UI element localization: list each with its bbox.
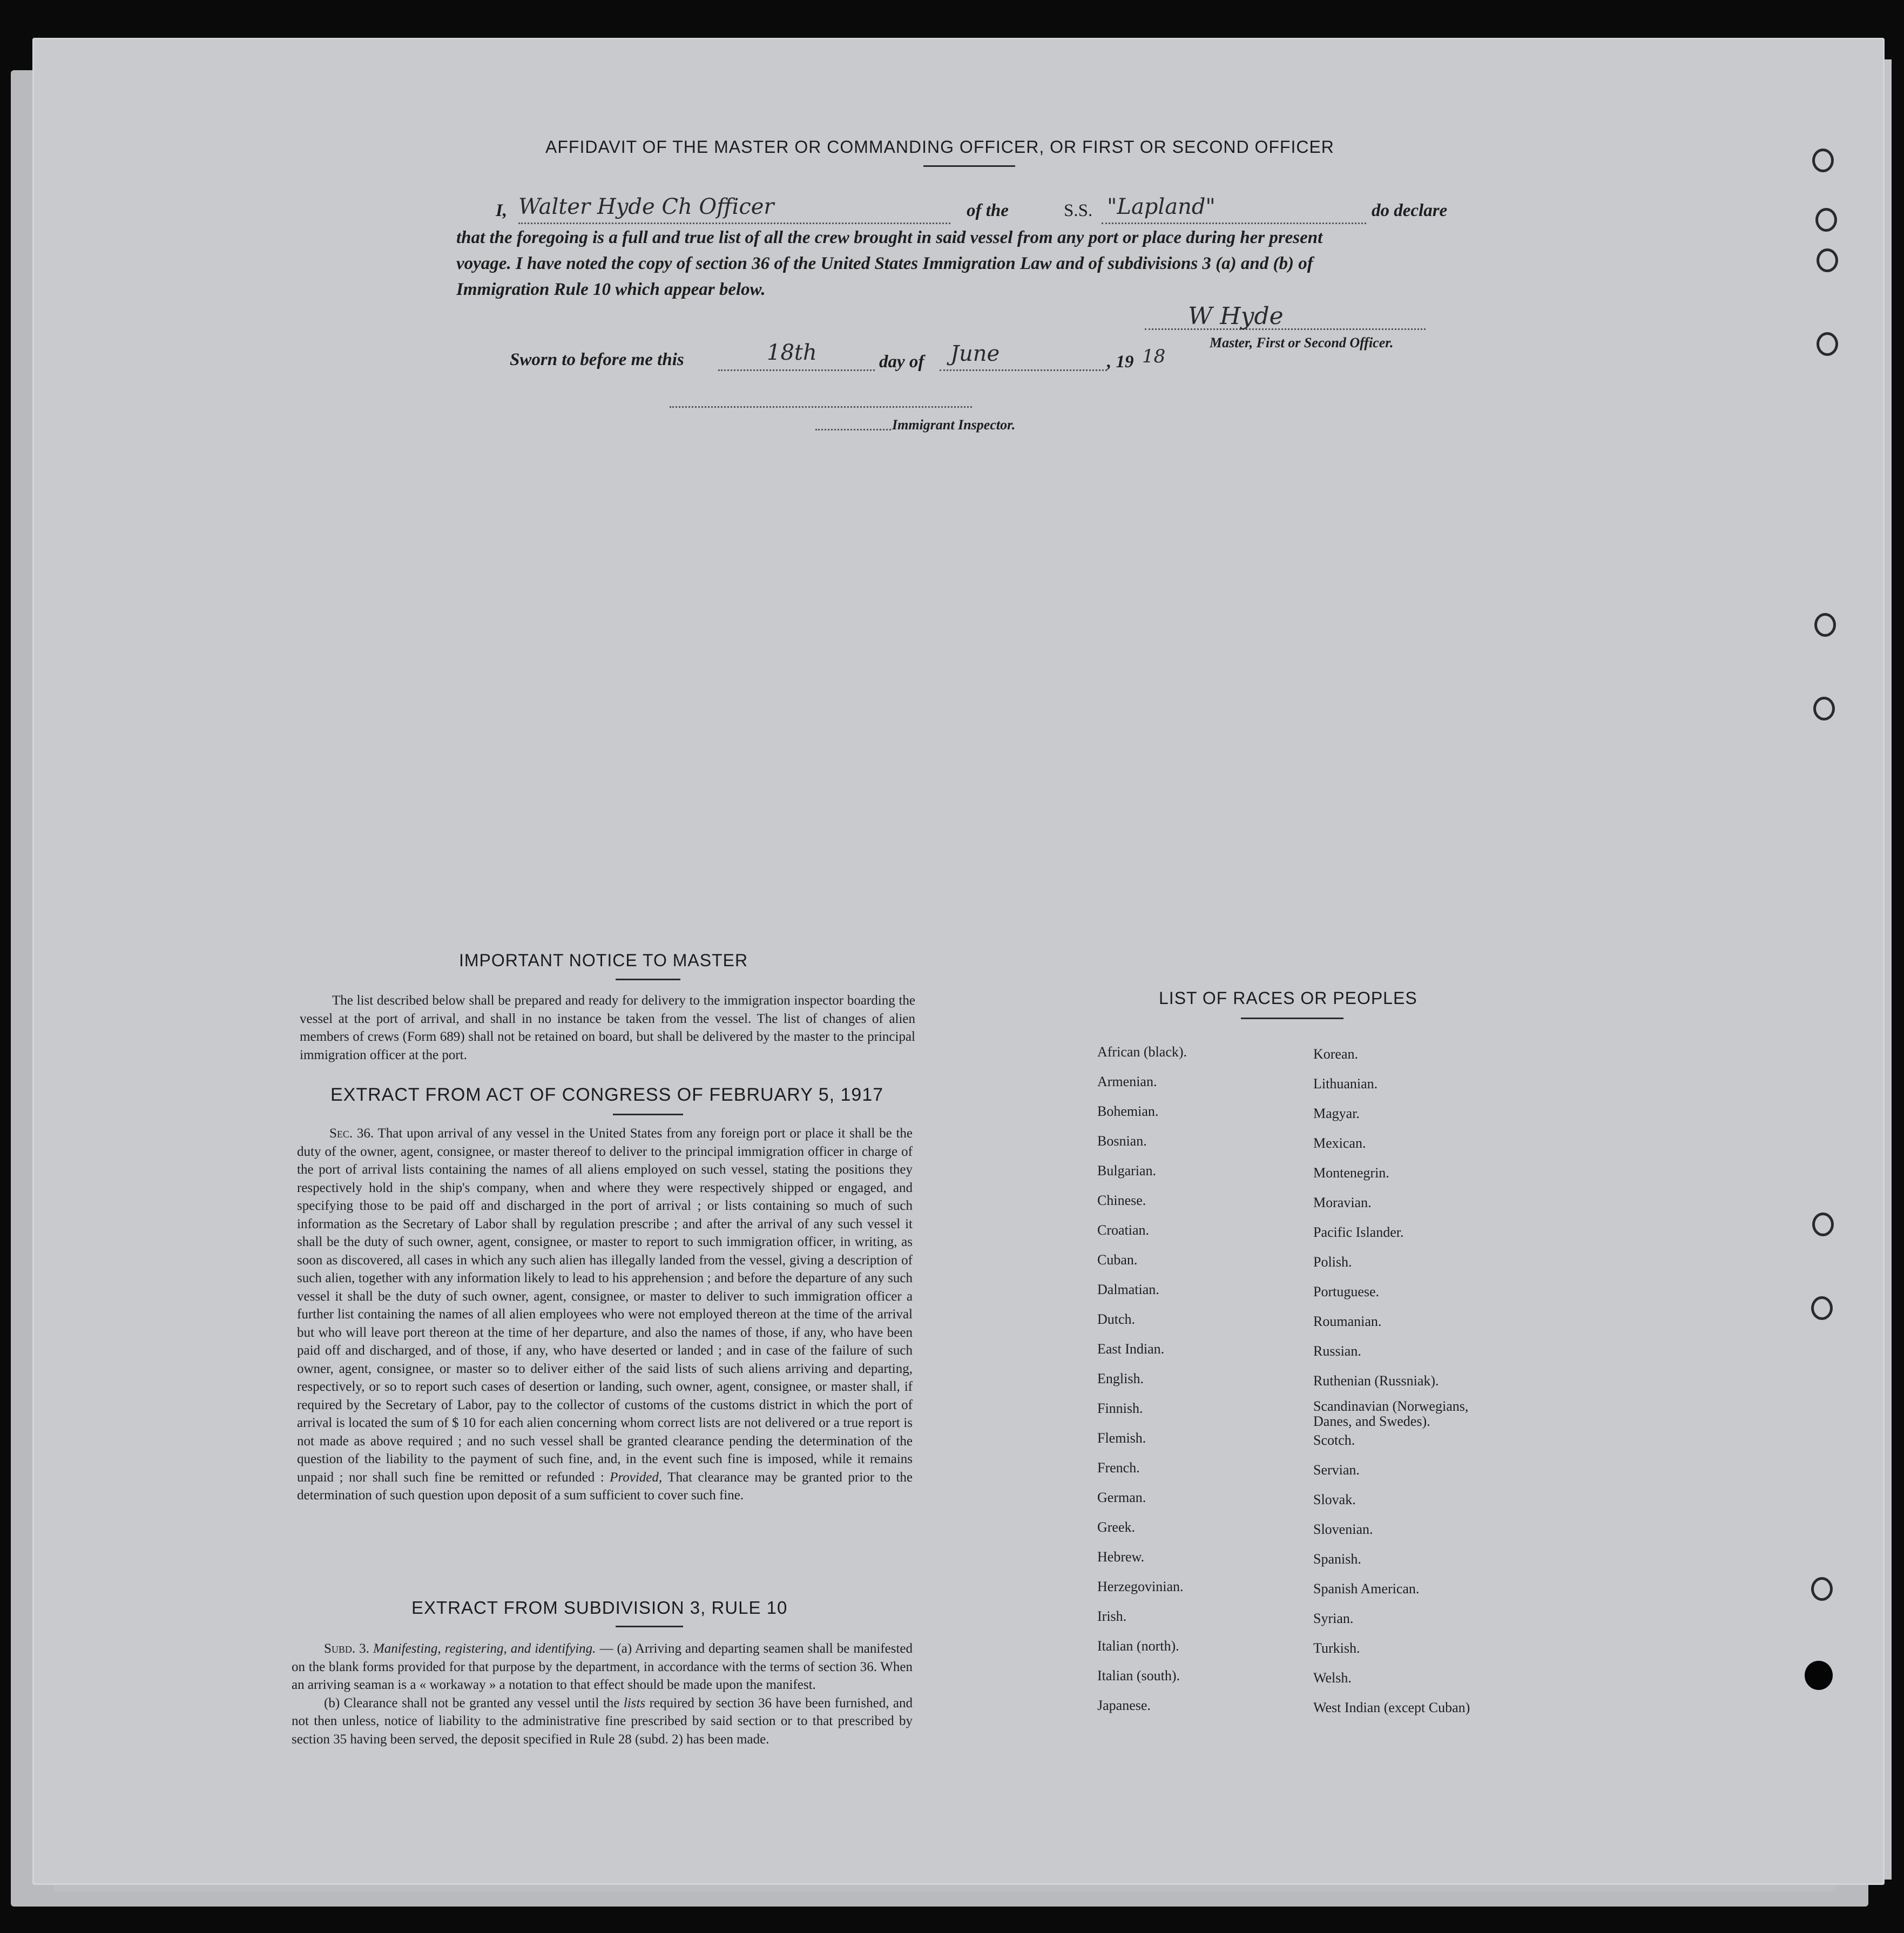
document-sheet <box>32 38 1885 1885</box>
affidavit-of-the: of the <box>967 201 1009 220</box>
year-handwritten: 18 <box>1142 346 1166 367</box>
race-item: Scandinavian (Norwegians, Danes, and Swedes). <box>1313 1398 1469 1429</box>
notice-heading: IMPORTANT NOTICE TO MASTER <box>459 951 748 970</box>
do-declare: do declare <box>1372 201 1448 220</box>
race-item: Croatian. <box>1097 1222 1150 1238</box>
binder-hole-icon <box>1811 1577 1833 1601</box>
vessel-name-handwritten: "Lapland" <box>1107 194 1216 219</box>
race-item: Montenegrin. <box>1313 1165 1389 1181</box>
race-item: Finnish. <box>1097 1400 1143 1416</box>
races-heading: LIST OF RACES OR PEOPLES <box>1159 988 1417 1008</box>
affidavit-i: I, <box>496 201 508 220</box>
inspector-label: Immigrant Inspector. <box>892 417 1016 433</box>
binder-hole-icon <box>1812 1213 1834 1236</box>
race-item: Russian. <box>1313 1343 1361 1359</box>
notice-text: The list described below shall be prepared and ready for delivery to the immigration inspector boarding the vessel at the port of arrival, and shall in no instance be taken from the vessel. The list of changes of alien members of crews (Form 689) shall not be retained on board, but shall be delivered by the master to the principal immigration officer at the port. <box>300 993 915 1062</box>
race-item: Pacific Islander. <box>1313 1224 1404 1240</box>
sworn-text: Sworn to before me this <box>510 350 684 369</box>
act-underline <box>613 1114 683 1115</box>
subd-title: Manifesting, registering, and identifying. <box>373 1641 596 1656</box>
rule-text-a: — (a) Arriving and departing seamen shall be manifested on the blank forms provided for that purpose by the department, in accordance with the terms of section 36. When an arriving seaman is a « workaway » a notation to that effect should be made upon the manifest. <box>292 1641 913 1692</box>
race-item: Mexican. <box>1313 1135 1366 1151</box>
race-item: Japanese. <box>1097 1698 1151 1713</box>
binder-hole-icon <box>1817 332 1838 356</box>
month-line <box>940 369 1107 371</box>
heading-underline <box>923 165 1015 167</box>
race-item: Bosnian. <box>1097 1133 1147 1149</box>
day-line <box>718 369 875 371</box>
race-item: Slovak. <box>1313 1492 1356 1507</box>
signer-label: Master, First or Second Officer. <box>1210 335 1394 351</box>
race-item: Irish. <box>1097 1608 1127 1624</box>
ss-prefix: S.S. <box>1064 201 1093 220</box>
signature-handwritten: W Hyde <box>1188 302 1284 330</box>
race-item: German. <box>1097 1490 1146 1505</box>
year-prefix: , 19 <box>1107 352 1134 372</box>
provided-text: Provided, <box>610 1470 663 1485</box>
rule-text-b-pre: (b) Clearance shall not be granted any vessel until the <box>324 1695 620 1710</box>
officer-name-handwritten: Walter Hyde Ch Officer <box>518 194 774 219</box>
race-item: French. <box>1097 1460 1140 1476</box>
race-item: Ruthenian (Russniak). <box>1313 1373 1439 1389</box>
races-underline <box>1241 1018 1343 1019</box>
race-item: Italian (north). <box>1097 1638 1179 1654</box>
race-item: East Indian. <box>1097 1341 1165 1357</box>
race-item: Roumanian. <box>1313 1314 1382 1329</box>
binder-hole-icon <box>1817 248 1838 272</box>
binder-hole-icon <box>1814 613 1836 637</box>
vessel-line <box>1102 223 1366 224</box>
rule-heading: EXTRACT FROM SUBDIVISION 3, RULE 10 <box>411 1598 788 1618</box>
race-item: Bohemian. <box>1097 1103 1159 1119</box>
signature-line <box>1145 328 1426 330</box>
binder-hole-icon <box>1811 1296 1833 1320</box>
race-item: Greek. <box>1097 1519 1136 1535</box>
race-item: Italian (south). <box>1097 1668 1180 1683</box>
race-item: Chinese. <box>1097 1193 1146 1208</box>
act-body: That upon arrival of any vessel in the United States from any foreign port or place it shall be the duty of the owner, agent, consignee, or master thereof to deliver to the principal immigration officer in charge of the port of arrival lists containing the names of all aliens employed on such vessel, stating the positions they respectively hold in the ship's company, when and where they were respectively shipped or engaged, and specifying those to be paid off and discharged in the port of arrival ; or lists containing so much of such information as the Secretary of Labor shall by regulation prescribe ; and after the arrival of any such vessel it shall be the duty of such owner, agent, consignee, or master to report to such immigration officer, in writing, as soon as discovered, all cases in which any such alien has illegally landed from the vessel, giving a description of such alien, together with any information likely to lead to his apprehension ; and before the departure of any such vessel it shall be the duty of such owner, agent, consignee, or master to deliver to such immigration officer a further list containing the names of all alien employees who were not employed thereon at the time of the arrival but who will leave port thereon at the time of her departure, and also the names of those, if any, who have been paid off and discharged, and of those, if any, who have deserted or landed ; and in case of the failure of such owner, agent, consignee, or master so to deliver either of the said lists of such aliens arriving and departing, respectively, or so to report such cases of desertion or landing, such owner, agent, consignee, or master shall, if required by the Secretary of Labor, pay to the collector of customs of the customs district in which the port of arrival is located the sum of $ 10 for each alien concerning whom correct lists are not delivered or a true report is not made as above required ; and no such vessel shall be granted clearance pending the determination of the question of the liability to the payment of such fine, and, in the event such fine is imposed, while it remains unpaid ; nor shall such fine be remitted or refunded : <box>297 1126 913 1485</box>
binder-hole-icon <box>1805 1661 1833 1690</box>
act-body-end: That clearance may be granted prior to the determination of such question upon deposit of a sum sufficient to cover such fine. <box>297 1470 913 1503</box>
act-text <box>297 1124 913 1505</box>
race-item: Servian. <box>1313 1462 1360 1478</box>
race-item: Spanish American. <box>1313 1581 1420 1597</box>
inspector-signature-line <box>670 406 972 408</box>
rule-text <box>292 1640 913 1748</box>
affidavit-line-3: voyage. I have noted the copy of section 36 of the United States Immigration Law and of subdivisions 3 (a) and (b) of <box>456 254 1313 273</box>
affidavit-heading: AFFIDAVIT OF THE MASTER OR COMMANDING OFFICER, OR FIRST OR SECOND OFFICER <box>545 137 1334 157</box>
subd-label: Subd. 3. <box>324 1641 369 1656</box>
act-heading: EXTRACT FROM ACT OF CONGRESS OF FEBRUARY 5, 1917 <box>330 1085 884 1105</box>
inspector-label-line <box>815 429 891 430</box>
race-item: Syrian. <box>1313 1611 1354 1626</box>
affidavit-line-4: Immigration Rule 10 which appear below. <box>456 280 766 299</box>
race-item: Welsh. <box>1313 1670 1352 1686</box>
affidavit-line-2: that the foregoing is a full and true list of all the crew brought in said vessel from any port or place during her present <box>456 228 1323 247</box>
binder-hole-icon <box>1813 697 1835 720</box>
rule-underline <box>616 1626 683 1627</box>
race-item: Dalmatian. <box>1097 1282 1159 1297</box>
race-item: Slovenian. <box>1313 1521 1373 1537</box>
day-handwritten: 18th <box>767 340 817 365</box>
race-item: Armenian. <box>1097 1074 1157 1089</box>
binder-hole-icon <box>1815 208 1837 232</box>
race-item: Herzegovinian. <box>1097 1579 1184 1594</box>
notice-underline <box>616 979 680 980</box>
race-item: Lithuanian. <box>1313 1076 1378 1092</box>
race-item: Scotch. <box>1313 1432 1355 1448</box>
race-item: Portuguese. <box>1313 1284 1380 1299</box>
race-item: Korean. <box>1313 1046 1359 1062</box>
rule-text-b-lists: lists <box>623 1695 646 1710</box>
race-item: Flemish. <box>1097 1430 1146 1446</box>
race-item: Moravian. <box>1313 1195 1372 1210</box>
race-item: Hebrew. <box>1097 1549 1145 1565</box>
race-item: English. <box>1097 1371 1144 1386</box>
binder-hole-icon <box>1812 149 1834 172</box>
race-item: Polish. <box>1313 1254 1352 1270</box>
sec-label: Sec. 36. <box>329 1126 374 1141</box>
race-item: Spanish. <box>1313 1551 1361 1567</box>
race-item: Cuban. <box>1097 1252 1138 1268</box>
race-item: Bulgarian. <box>1097 1163 1157 1178</box>
race-item: West Indian (except Cuban) <box>1313 1700 1470 1715</box>
month-handwritten: June <box>950 341 1000 366</box>
name-line <box>518 223 950 224</box>
rule-text-b-post: required by section 36 have been furnished, and not then unless, notice of liability to the administrative fine prescribed by said section or to that prescribed by section 35 having been served, the deposit specified in Rule 28 (subd. 2) has been made. <box>292 1695 913 1747</box>
race-item: Magyar. <box>1313 1106 1360 1121</box>
race-item: Turkish. <box>1313 1640 1360 1656</box>
day-of-text: day of <box>879 352 924 372</box>
race-item: African (black). <box>1097 1044 1187 1060</box>
race-item: Dutch. <box>1097 1311 1136 1327</box>
